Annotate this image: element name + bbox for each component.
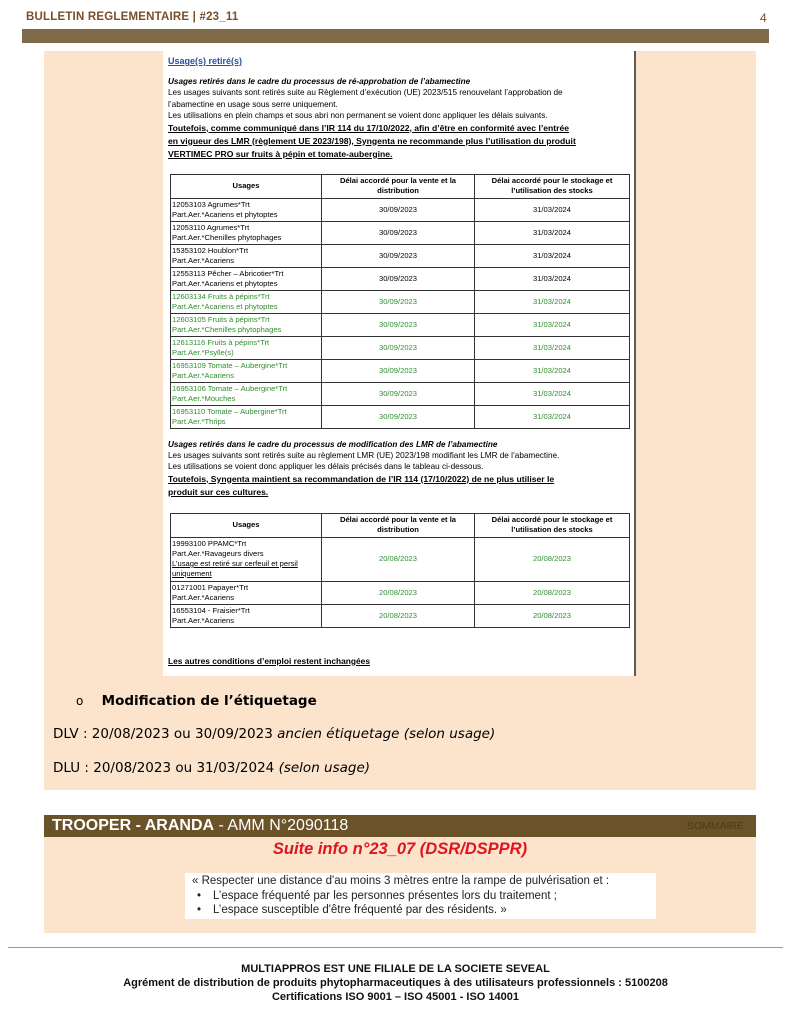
usage-target: Part.Aer.*Acariens: [172, 370, 235, 380]
dlu-text: DLU : 20/08/2023 ou 31/03/2024: [53, 760, 279, 776]
sale-deadline: 30/09/2023: [322, 290, 475, 313]
table-row: [171, 405, 630, 428]
section1-paragraph: Les utilisations en plein champs et sous abri non permanent se voient donc appliquer les délais suivants.: [168, 111, 548, 120]
stock-deadline: 20/08/2023: [475, 581, 630, 604]
column-header-vente: Délai accordé pour la vente et la distribution: [322, 513, 475, 537]
footer-line: MULTIAPPROS EST UNE FILIALE DE LA SOCIETE SEVEAL: [241, 963, 550, 975]
header-title: BULLETIN REGLEMENTAIRE | #23_11: [26, 11, 239, 23]
quote-bullet: • L’espace susceptible d'être fréquenté par des résidents. »: [197, 904, 507, 916]
sale-deadline: 30/09/2023: [322, 382, 475, 405]
usage-code: 16953109 Tomate – Aubergine*Trt: [172, 360, 288, 370]
usage-target: Part.Aer.*Acariens: [172, 615, 235, 625]
stock-deadline: 31/03/2024: [475, 405, 630, 428]
section1-notice: en vigueur des LMR (règlement UE 2023/198), Syngenta ne recommande plus l’utilisation du produit: [168, 135, 576, 146]
stock-deadline: 31/03/2024: [475, 313, 630, 336]
withdrawn-usages-table-2: [170, 513, 630, 628]
stock-deadline: 31/03/2024: [475, 382, 630, 405]
sale-deadline: 20/08/2023: [322, 537, 475, 581]
dlv-line: [53, 726, 495, 742]
usage-target: Part.Aer.*Thrips: [172, 416, 226, 426]
section1-notice: Toutefois, comme communiqué dans l’IR 114 du 17/10/2022, afin d’être en conformité avec l’entrée: [168, 122, 570, 133]
stock-deadline: 31/03/2024: [475, 290, 630, 313]
table-row: [171, 313, 630, 336]
section2-paragraph: Les usages suivants sont retirés suite au règlement LMR (UE) 2023/198 modifiant les LMR de l’abamectine.: [168, 450, 560, 460]
usage-code: 16953110 Tomate – Aubergine*Trt: [172, 406, 287, 416]
usage-code: 01271001 Papayer*Trt: [172, 582, 249, 592]
scanned-document: [163, 51, 636, 676]
section2-paragraph: Les utilisations se voient donc appliquer les délais précisés dans le tableau ci-dessous.: [168, 462, 484, 471]
product-name: TROOPER - ARANDA: [52, 817, 215, 834]
dlv-note: ancien étiquetage (selon usage): [277, 726, 496, 742]
table-row: [171, 581, 630, 604]
trooper-title: [52, 816, 348, 836]
usage-target: Part.Aer.*Acariens: [172, 255, 235, 265]
column-header-usages: Usages: [171, 174, 322, 198]
usage-target: Part.Aer.*Acariens et phytoptes: [172, 278, 278, 288]
table-row: [171, 359, 630, 382]
usage-target: Part.Aer.*Chenilles phytophages: [172, 324, 282, 334]
usage-code: 12053103 Agrumes*Trt: [172, 199, 250, 209]
usage-code: 15353102 Houblon*Trt: [172, 245, 249, 255]
usage-target: Part.Aer.*Mouches: [172, 393, 236, 403]
stock-deadline: 20/08/2023: [475, 604, 630, 627]
dlu-note: (selon usage): [278, 760, 371, 776]
sale-deadline: 30/09/2023: [322, 405, 475, 428]
footer-divider: [8, 947, 783, 948]
quote-bullet: • L’espace fréquenté par les personnes présentes lors du traitement ;: [197, 889, 557, 902]
stock-deadline: 31/03/2024: [475, 359, 630, 382]
table-row: [171, 244, 630, 267]
table-row: [171, 604, 630, 627]
quote-box: [185, 873, 656, 919]
usage-target: Part.Aer.*Ravageurs divers: [172, 549, 264, 558]
section1-subtitle: Usages retirés dans le cadre du processus de ré-approbation de l’abamectine: [168, 77, 471, 86]
usage-code: 12603134 Fruits à pépins*Trt: [172, 291, 270, 301]
stock-deadline: 31/03/2024: [475, 221, 630, 244]
sale-deadline: 20/08/2023: [322, 604, 475, 627]
stock-deadline: 31/03/2024: [475, 198, 630, 221]
quote-line: « Respecter une distance d'au moins 3 mètres entre la rampe de pulvérisation et :: [192, 875, 610, 887]
sommaire-link[interactable]: SOMMAIRE: [686, 820, 744, 832]
usage-target: Part.Aer.*Acariens et phytoptes: [172, 209, 278, 219]
bullet-icon: o: [76, 694, 84, 708]
usage-code: 12053110 Agrumes*Trt: [172, 222, 250, 232]
withdrawn-usages-table-1: [170, 174, 630, 429]
sale-deadline: 30/09/2023: [322, 359, 475, 382]
usage-code: 12553113 Pêcher – Abricotier*Trt: [172, 268, 284, 278]
suite-info-title: Suite info n°23_07 (DSR/DSPPR): [272, 840, 528, 858]
usage-code: 19993100 PPAMC*Trt: [172, 539, 247, 548]
section1-notice: VERTIMEC PRO sur fruits à pépin et tomate-aubergine.: [168, 148, 393, 159]
labeling-heading-text: Modification de l’étiquetage: [101, 693, 317, 709]
table-row: [171, 290, 630, 313]
dlv-text: DLV : 20/08/2023 ou 30/09/2023: [53, 726, 278, 742]
trooper-section-bar: [44, 815, 756, 837]
usage-code: 12603105 Fruits à pépins*Trt: [172, 314, 270, 324]
column-header-stockage: Délai accordé pour le stockage et l’utilisation des stocks: [475, 174, 630, 198]
table-row: [171, 537, 630, 581]
usage-code: 16553104 - Fraisier*Trt: [172, 605, 250, 615]
scan-title: Usage(s) retiré(s): [168, 56, 243, 66]
trooper-panel: [44, 837, 756, 933]
quote-bullet-text: L’espace fréquenté par les personnes présentes lors du traitement ;: [213, 889, 557, 902]
usage-target: Part.Aer.*Chenilles phytophages: [172, 232, 282, 242]
footer-line: Agrément de distribution de produits phytopharmaceutiques à des utilisateurs professionnels : 5100208: [123, 977, 668, 989]
sale-deadline: 30/09/2023: [322, 336, 475, 359]
stock-deadline: 31/03/2024: [475, 244, 630, 267]
column-header-vente: Délai accordé pour la vente et la distribution: [322, 174, 475, 198]
table-row: [171, 336, 630, 359]
table-row: [171, 198, 630, 221]
amm-number: - AMM N°2090118: [214, 817, 349, 834]
stock-deadline: 31/03/2024: [475, 267, 630, 290]
sale-deadline: 30/09/2023: [322, 267, 475, 290]
usage-note: L’usage est retiré sur cerfeuil et persil: [172, 559, 298, 568]
sale-deadline: 30/09/2023: [322, 244, 475, 267]
usage-code: 16953106 Tomate – Aubergine*Trt: [172, 383, 288, 393]
dlu-line: [53, 760, 370, 776]
column-header-stockage: Délai accordé pour le stockage et l’utilisation des stocks: [475, 513, 630, 537]
section1-paragraph: Les usages suivants sont retirés suite au Règlement d’exécution (UE) 2023/515 renouvelant l’approbation de: [168, 88, 563, 97]
footer-line: Certifications ISO 9001 – ISO 45001 - ISO 14001: [271, 991, 520, 1003]
section2-notice: produit sur ces cultures.: [168, 486, 269, 497]
table-row: [171, 267, 630, 290]
section2-notice: Toutefois, Syngenta maintient sa recommandation de l’IR 114 (17/10/2022) de ne plus utiliser le: [168, 473, 555, 484]
quote-bullet-text: L’espace susceptible d'être fréquenté par des résidents. »: [213, 904, 507, 916]
sale-deadline: 30/09/2023: [322, 198, 475, 221]
sale-deadline: 30/09/2023: [322, 221, 475, 244]
usage-code: 12613116 Fruits à pépins*Trt: [172, 337, 270, 347]
column-header-usages: Usages: [171, 513, 322, 537]
labeling-heading: [76, 693, 317, 709]
page-number: 4: [760, 11, 767, 25]
section1-paragraph: l’abamectine en usage sous serre uniquement.: [168, 99, 338, 109]
stock-deadline: 31/03/2024: [475, 336, 630, 359]
table-row: [171, 221, 630, 244]
sale-deadline: 20/08/2023: [322, 581, 475, 604]
usage-target: Part.Aer.*Psylle(s): [172, 347, 234, 357]
stock-deadline: 20/08/2023: [475, 537, 630, 581]
usage-target: Part.Aer.*Acariens: [172, 592, 235, 602]
section2-subtitle: Usages retirés dans le cadre du processus de modification des LMR de l’abamectine: [168, 439, 498, 449]
closing-note: Les autres conditions d’emploi restent inchangées: [168, 655, 370, 666]
table-row: [171, 382, 630, 405]
usage-note: uniquement: [172, 569, 212, 578]
usage-target: Part.Aer.*Acariens et phytoptes: [172, 301, 278, 311]
header-bar: [22, 29, 769, 43]
sale-deadline: 30/09/2023: [322, 313, 475, 336]
